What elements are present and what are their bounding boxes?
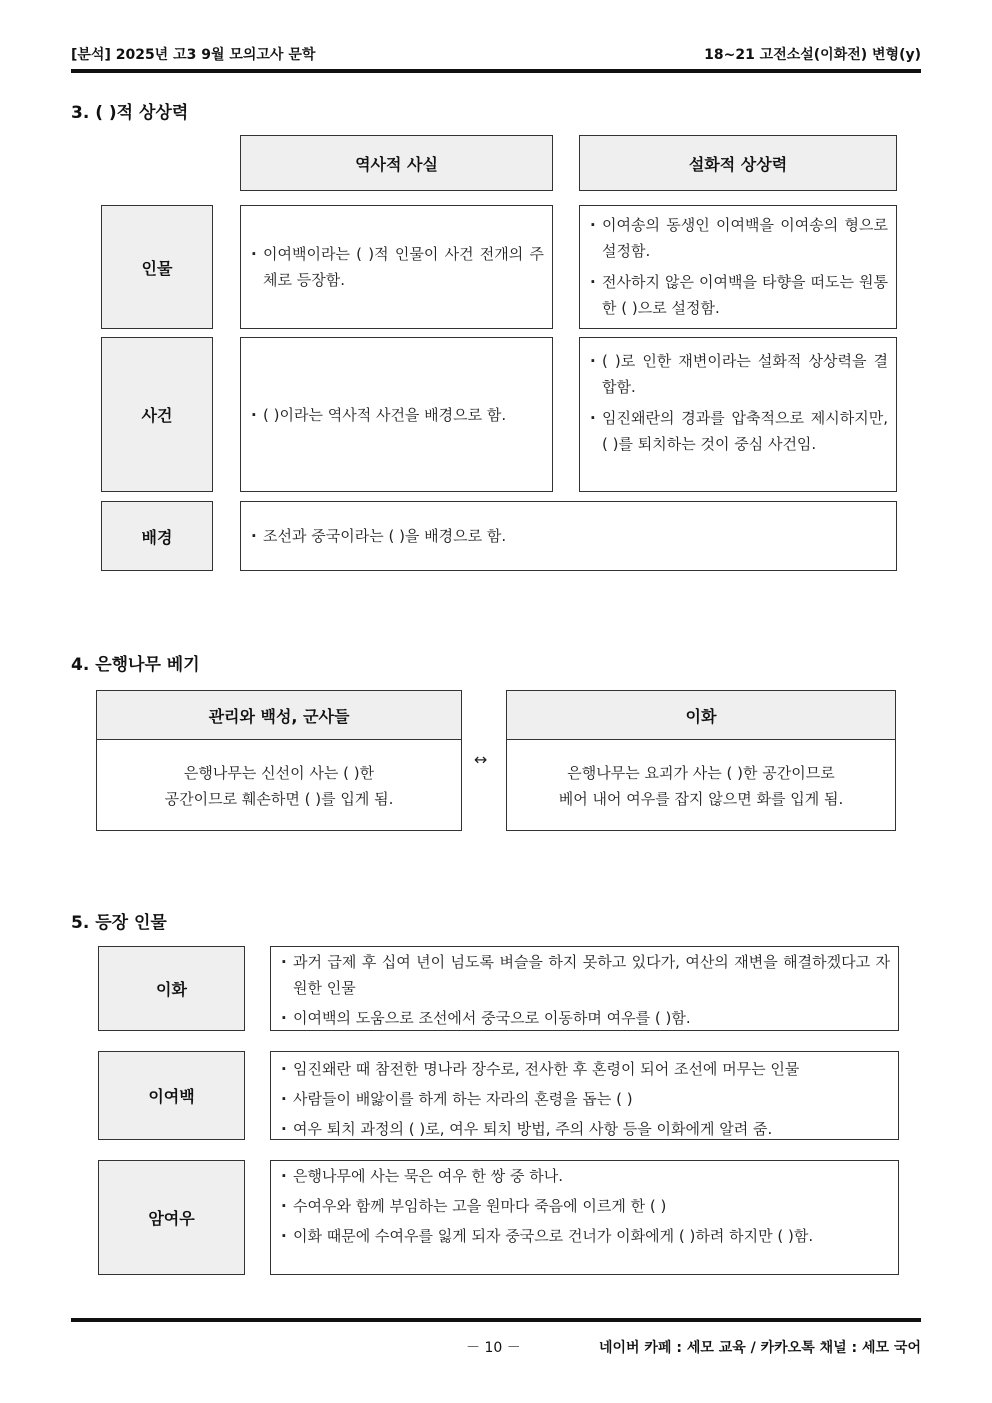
ginkgo-right-line1: 은행나무는 요괴가 사는 ( )한 공간이므로 — [567, 764, 835, 782]
bullet-text: · 임진왜란의 경과를 압축적으로 제시하지만, ( )를 퇴치하는 것이 중심 사건임. — [588, 405, 888, 457]
ginkgo-left-line1: 은행나무는 신선이 사는 ( )한 — [183, 764, 375, 782]
ginkgo-right-head: 이화 — [507, 691, 895, 740]
ginkgo-left-box — [96, 690, 462, 831]
header-right: 18~21 고전소설(이화전) 변형(y) — [704, 47, 921, 63]
ginkgo-right-box — [506, 690, 896, 831]
bullet-text: · 이여송의 동생인 이여백을 이여송의 형으로 설정함. — [588, 212, 888, 264]
header-left: [분석] 2025년 고3 9월 모의고사 문학 — [71, 47, 316, 63]
character-name-female-fox: 암여우 — [98, 1160, 245, 1275]
character-name-ihwa: 이화 — [98, 946, 245, 1031]
footer-rule — [71, 1318, 921, 1322]
section4-title: 4. 은행나무 베기 — [71, 655, 200, 675]
ginkgo-left-line2: 공간이므로 훼손하면 ( )를 입게 됨. — [164, 790, 394, 808]
bullet-text: · 이여백의 도움으로 조선에서 중국으로 이동하며 여우를 ( )함. — [279, 1005, 890, 1031]
ginkgo-left-head: 관리와 백성, 군사들 — [97, 691, 461, 740]
character-desc-iyeobaek — [270, 1051, 899, 1140]
bullet-text: · 수여우와 함께 부임하는 고을 원마다 죽음에 이르게 한 ( ) — [279, 1193, 890, 1219]
section3-title: 3. ( )적 상상력 — [71, 103, 189, 123]
ginkgo-right-line2: 베어 내어 여우를 잡지 않으면 화를 입게 됨. — [558, 790, 844, 808]
bullet-text: · 사람들이 배앓이를 하게 하는 자라의 혼령을 돕는 ( ) — [279, 1084, 890, 1114]
bullet-text: · 조선과 중국이라는 ( )을 배경으로 함. — [249, 523, 888, 549]
header-rule — [71, 69, 921, 73]
bullet-text: · 이화 때문에 수여우를 잃게 되자 중국으로 건너가 이화에게 ( )하려 하지만 ( )함. — [279, 1223, 890, 1249]
bullet-text: · 이여백이라는 ( )적 인물이 사건 전개의 주체로 등장함. — [249, 241, 544, 293]
footer-channel-text: 네이버 카페 : 세모 교육 / 카카오톡 채널 : 세모 국어 — [598, 1340, 921, 1356]
row-label-person: 인물 — [101, 205, 213, 329]
double-arrow-icon: ↔ — [474, 750, 488, 769]
page-number: － 10 － — [466, 1340, 521, 1356]
bullet-text: · 은행나무에 사는 묵은 여우 한 쌍 중 하나. — [279, 1163, 890, 1189]
character-desc-ihwa — [270, 946, 899, 1031]
character-name-iyeobaek: 이여백 — [98, 1051, 245, 1140]
bullet-text: · 여우 퇴치 과정의 ( )로, 여우 퇴치 방법, 주의 사항 등을 이화에게 알려 줌. — [279, 1114, 890, 1144]
bullet-text: · ( )로 인한 재변이라는 설화적 상상력을 결합함. — [588, 348, 888, 400]
bullet-text: · 과거 급제 후 십여 년이 넘도록 벼슬을 하지 못하고 있다가, 여산의 재변을 해결하겠다고 자원한 인물 — [279, 949, 890, 1001]
cell-person-history — [240, 205, 553, 329]
row-label-event: 사건 — [101, 337, 213, 492]
row-label-setting: 배경 — [101, 501, 213, 571]
cell-event-legend — [579, 337, 897, 492]
cell-person-legend — [579, 205, 897, 329]
section5-title: 5. 등장 인물 — [71, 913, 167, 933]
bullet-text: · 임진왜란 때 참전한 명나라 장수로, 전사한 후 혼령이 되어 조선에 머무는 인물 — [279, 1054, 890, 1084]
col-header-history: 역사적 사실 — [240, 135, 553, 191]
character-desc-female-fox — [270, 1160, 899, 1275]
cell-setting-merged — [240, 501, 897, 571]
cell-event-history — [240, 337, 553, 492]
bullet-text: · ( )이라는 역사적 사건을 배경으로 함. — [249, 402, 544, 428]
bullet-text: · 전사하지 않은 이여백을 타향을 떠도는 원통한 ( )으로 설정함. — [588, 269, 888, 321]
col-header-legend: 설화적 상상력 — [579, 135, 897, 191]
